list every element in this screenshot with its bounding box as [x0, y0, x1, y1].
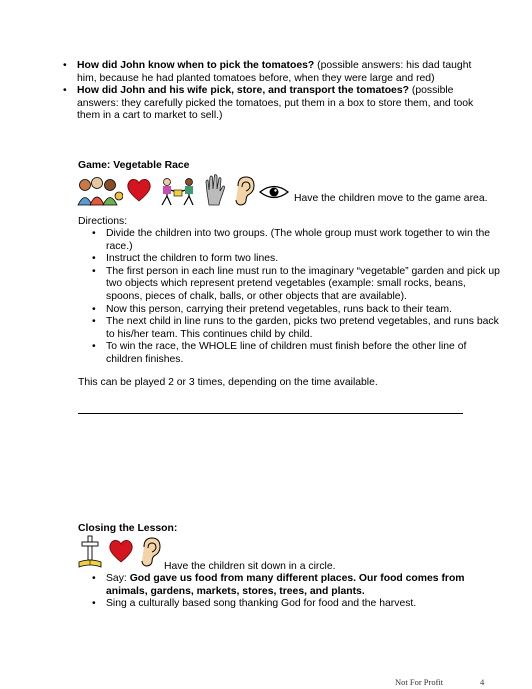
closing-icon-row: [77, 535, 497, 571]
eye-icon: [259, 184, 289, 200]
children-group-icon: [77, 176, 123, 206]
closing-icon-note: Have the children sit down in a circle.: [164, 561, 336, 572]
game-icon-row: [77, 174, 497, 210]
game-closing-note: This can be played 2 or 3 times, depending on the time available.: [78, 377, 378, 388]
ear-icon: [139, 537, 161, 567]
question-list: [63, 60, 483, 123]
directions-label: Directions:: [78, 216, 128, 227]
question-item-2: [63, 85, 483, 123]
section-divider: [78, 413, 463, 414]
question-item-1: [63, 60, 483, 85]
helping-hands-icon: [155, 176, 199, 206]
closing-heading: Closing the Lesson:: [78, 523, 178, 534]
heart-icon: [108, 539, 134, 563]
heart-icon: [126, 178, 152, 202]
question-1-rest: (possible answers: his dad taught him, because he had planted tomatoes before, when they were large and red): [77, 60, 472, 84]
game-heading: Game: Vegetable Race: [78, 160, 190, 171]
direction-item-4: • Now this person, carrying their pretend vegetables, runs back to their team.: [92, 304, 502, 317]
direction-item-2: • Instruct the children to form two lines.: [92, 253, 502, 266]
closing-say-text: God gave us food from many different places. Our food comes from animals, gardens, markets, stores, trees, and plants.: [106, 573, 465, 597]
question-2-bold: How did John and his wife pick, store, and transport the tomatoes?: [77, 85, 409, 97]
hand-icon: [203, 174, 227, 206]
directions-list: [92, 228, 502, 367]
closing-say-item: [92, 573, 502, 598]
closing-list: [92, 573, 502, 611]
closing-sing-item: • Sing a culturally based song thanking God for food and the harvest.: [92, 598, 502, 611]
direction-item-1: • Divide the children into two groups. (The whole group must work together to win the race.): [92, 228, 502, 253]
closing-say-label: Say:: [106, 573, 130, 584]
ear-icon: [233, 176, 255, 206]
game-icon-note: Have the children move to the game area.: [294, 193, 488, 204]
direction-item-6: • To win the race, the WHOLE line of children must finish before the other line of children finishes.: [92, 341, 502, 366]
cross-bible-icon: [77, 535, 103, 569]
direction-item-3: • The first person in each line must run to the imaginary “vegetable” garden and pick up two objects which represent pretend vegetables (example: small rocks, beans, spoons, pieces of chalk, balls, or other objects that are available).: [92, 266, 502, 304]
direction-item-5: • The next child in line runs to the garden, picks two pretend vegetables, and runs back to his/her team. This continues child by child.: [92, 316, 502, 341]
footer-label: Not For Profit: [395, 677, 444, 687]
question-2-rest: (possible answers: they carefully picked the tomatoes, put them in a box to store them, and took them in a cart to market to sell.): [77, 85, 474, 122]
page-number: 4: [480, 677, 485, 687]
question-1-bold: How did John know when to pick the tomatoes?: [77, 60, 315, 71]
